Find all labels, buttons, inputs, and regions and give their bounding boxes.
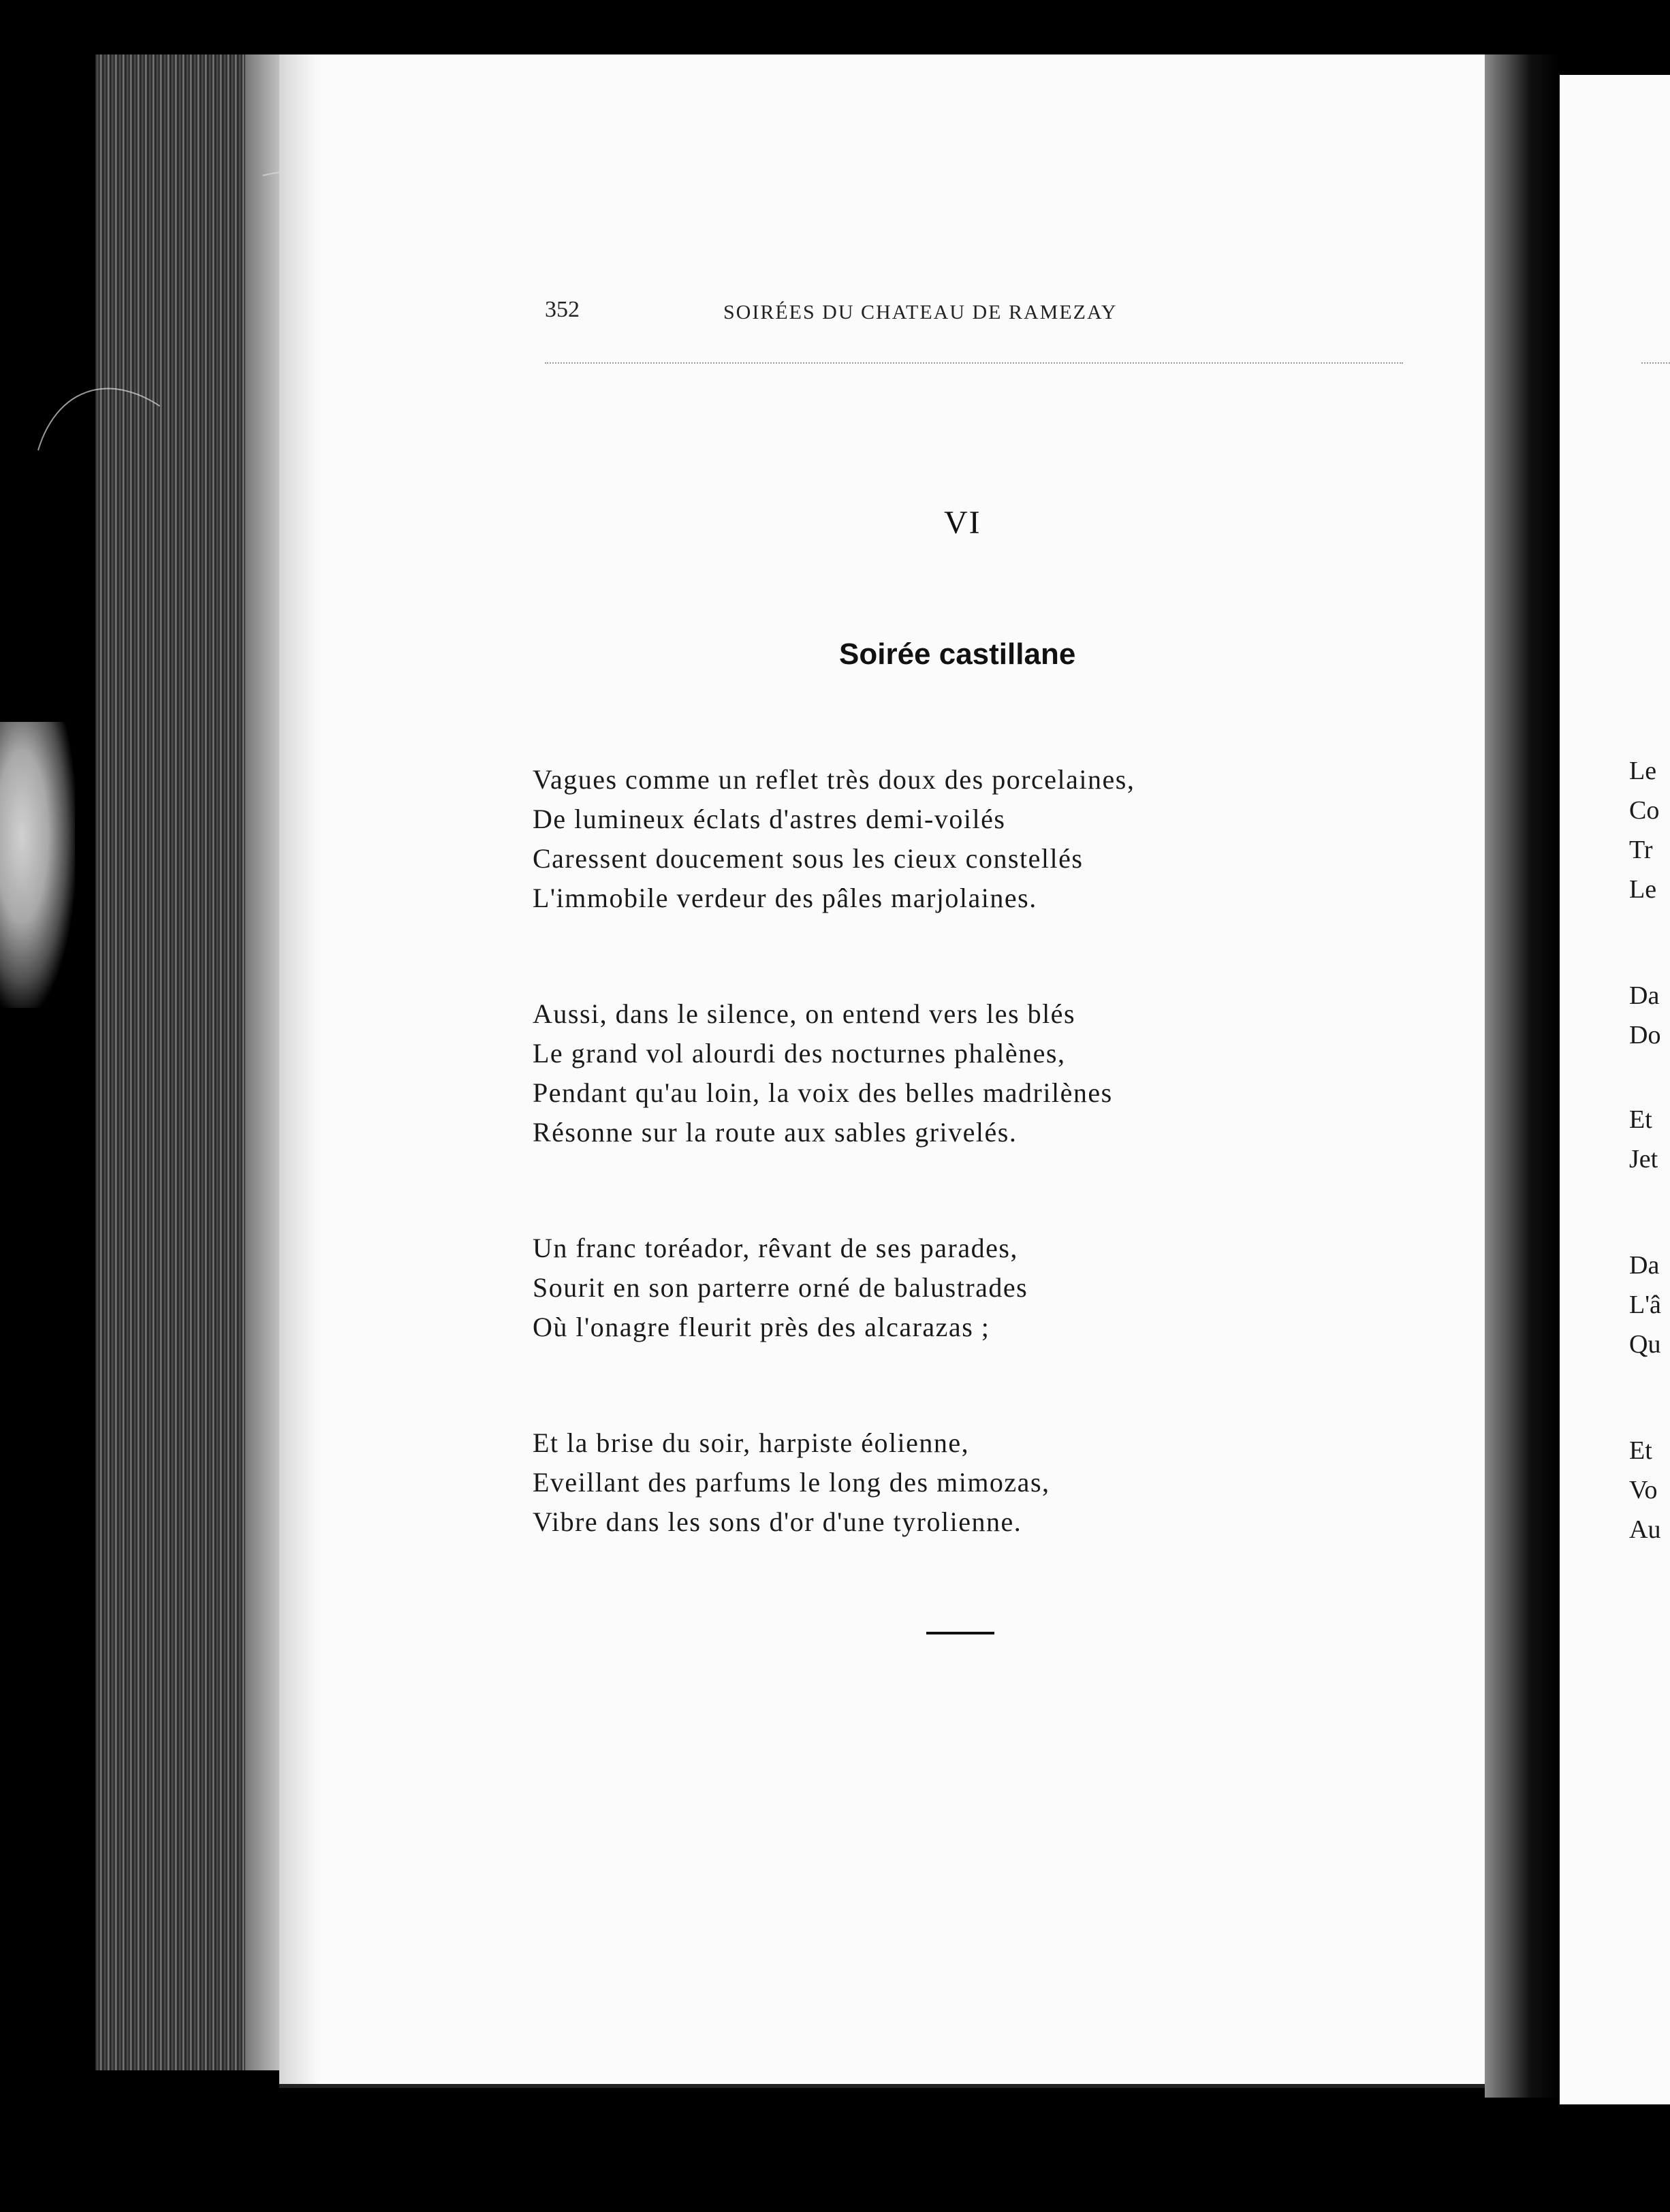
facing-fragment: Co — [1629, 796, 1660, 825]
page-number: 352 — [545, 297, 580, 322]
left-page-shadow — [279, 54, 320, 2084]
facing-fragment: Tr — [1629, 836, 1653, 864]
verse-line: De lumineux éclats d'astres demi-voilés — [533, 804, 1006, 834]
running-title: SOIRÉES DU CHATEAU DE RAMEZAY — [723, 301, 1118, 323]
stanza — [533, 760, 1350, 918]
verse-line: Caressent doucement sous les cieux constellés — [533, 843, 1084, 874]
header-rule — [545, 362, 1403, 364]
verse-line: Et la brise du soir, harpiste éolienne, — [533, 1427, 970, 1458]
book-gutter — [1485, 54, 1560, 2098]
facing-header-rule — [1641, 362, 1670, 364]
verse-line: Pendant qu'au loin, la voix des belles madrilènes — [533, 1077, 1113, 1108]
section-numeral: VI — [944, 505, 981, 541]
verse-line: Vagues comme un reflet très doux des porcelaines, — [533, 764, 1135, 795]
facing-fragment: Da — [1629, 1251, 1660, 1280]
facing-fragment: Et — [1629, 1105, 1652, 1134]
verse-line: Eveillant des parfums le long des mimozas, — [533, 1467, 1050, 1498]
facing-fragment: Le — [1629, 757, 1657, 785]
facing-fragment: Vo — [1629, 1476, 1658, 1504]
verse-line: Aussi, dans le silence, on entend vers les blés — [533, 998, 1076, 1029]
stanza — [533, 994, 1350, 1152]
verse-line: Un franc toréador, rêvant de ses parades, — [533, 1233, 1018, 1263]
facing-page-text — [1629, 756, 1670, 1573]
facing-fragment: Da — [1629, 981, 1660, 1010]
poem-title: Soirée castillane — [839, 637, 1076, 671]
facing-fragment: Do — [1629, 1021, 1661, 1049]
poem-body — [533, 760, 1350, 1618]
verse-line: Vibre dans les sons d'or d'une tyrolienne. — [533, 1506, 1022, 1537]
stanza — [533, 1423, 1350, 1542]
end-rule — [926, 1632, 994, 1634]
verse-line: Le grand vol alourdi des nocturnes phalènes, — [533, 1038, 1066, 1069]
verse-line: Sourit en son parterre orné de balustrades — [533, 1272, 1028, 1303]
facing-fragment: L'â — [1629, 1291, 1661, 1319]
facing-fragment: Au — [1629, 1515, 1661, 1544]
facing-fragment: Jet — [1629, 1145, 1658, 1173]
scan-debris — [0, 722, 75, 1008]
facing-fragment: Le — [1629, 875, 1657, 904]
stanza — [533, 1229, 1350, 1347]
verse-line: Résonne sur la route aux sables grivelés. — [533, 1117, 1018, 1148]
facing-fragment: Et — [1629, 1436, 1652, 1465]
verse-line: L'immobile verdeur des pâles marjolaines. — [533, 883, 1037, 913]
facing-fragment: Qu — [1629, 1330, 1661, 1359]
verse-line: Où l'onagre fleurit près des alcarazas ; — [533, 1312, 990, 1342]
